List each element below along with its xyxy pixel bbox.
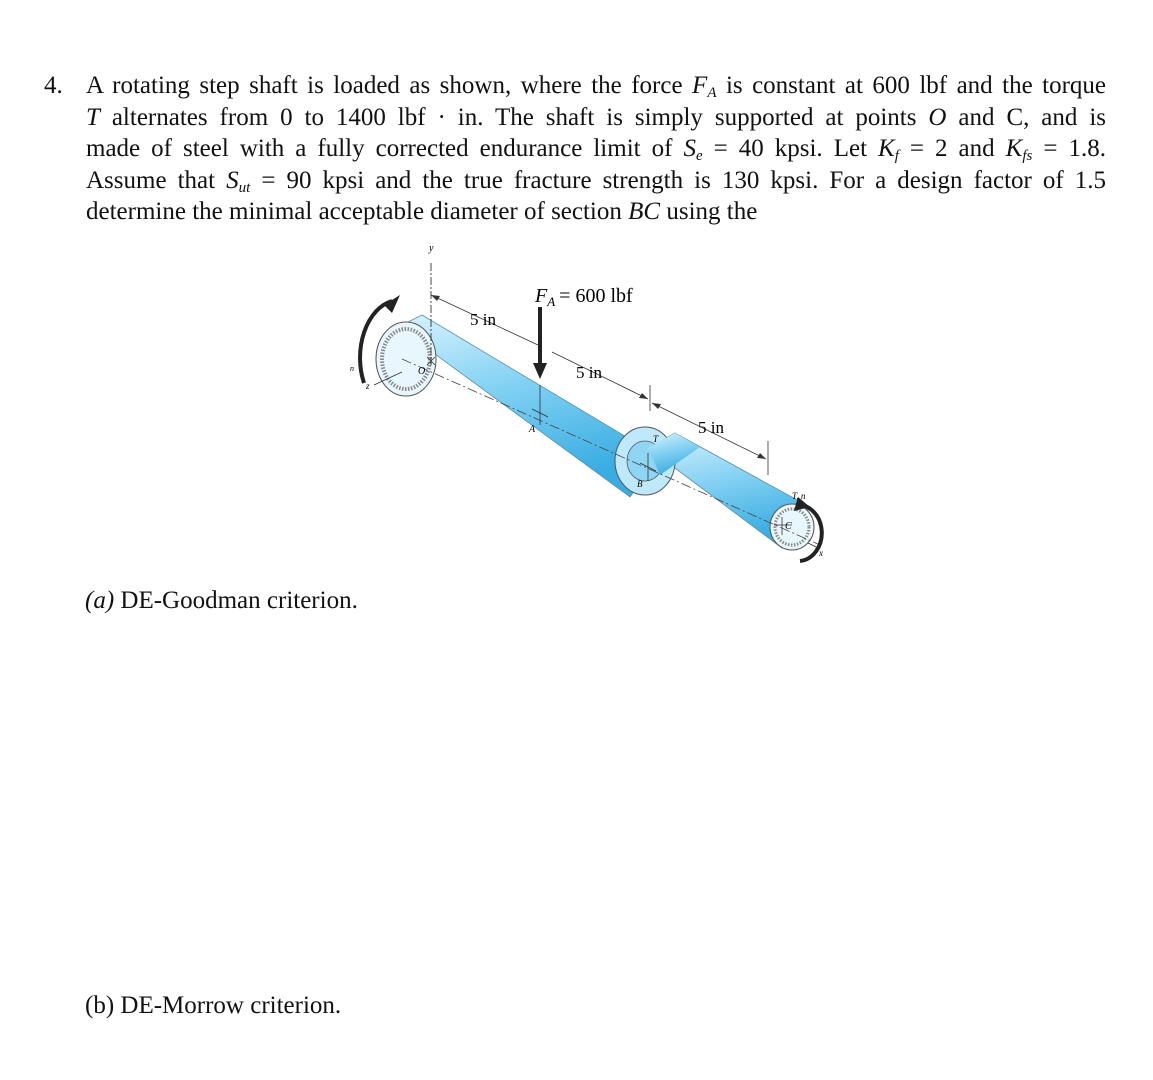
dimension-label-3: 5 in xyxy=(698,418,724,437)
part-a-text: DE-Goodman criterion. xyxy=(120,587,358,614)
force-label: $F_A = 600$ lbf xyxy=(535,285,633,309)
axis-x-label: x xyxy=(819,548,823,558)
torque-label: T, n xyxy=(792,491,806,501)
dimension-label-1: 5 in xyxy=(470,310,496,329)
problem-line-2: T alternates from 0 to 1400 lbf · in. The shaft is simply supported at points O and C, and is xyxy=(86,103,1106,131)
point-a-label: A xyxy=(529,424,536,435)
point-c-label: C xyxy=(785,521,792,532)
problem-line-4: Assume that $S_{ut} = 90$ kpsi and the true fracture strength is 130 kpsi. For a design factor of 1.5 xyxy=(86,166,1107,196)
problem-number: 4. xyxy=(44,72,63,99)
shaft-figure xyxy=(330,235,850,575)
dimension-label-2: 5 in xyxy=(576,363,602,382)
problem-body xyxy=(86,70,1106,228)
point-t-label: T xyxy=(653,434,659,444)
problem-line-1: A rotating step shaft is loaded as shown, where the force $F_A$ is constant at 600 lbf and the torque xyxy=(86,72,1106,101)
problem-statement xyxy=(44,70,1106,228)
part-b: (b) DE-Morrow criterion. xyxy=(85,992,342,1019)
point-o-label: O xyxy=(418,366,426,377)
end-face-o xyxy=(376,322,436,396)
axis-y-label: y xyxy=(429,243,434,254)
problem-line-5: determine the minimal acceptable diameter of section BC using the xyxy=(86,198,758,225)
problem-line-3: made of steel with a fully corrected endurance limit of $S_e = 40$ kpsi. Let $K_f = 2$ and $K_{fs} = 1.8$. xyxy=(86,135,1106,164)
part-a-label: (a) xyxy=(85,587,115,614)
point-b-label: B xyxy=(637,479,643,489)
part-a xyxy=(85,587,358,615)
end-face-c xyxy=(770,504,814,550)
axis-n-label: n xyxy=(350,364,354,373)
axis-z-label: z xyxy=(366,381,370,391)
